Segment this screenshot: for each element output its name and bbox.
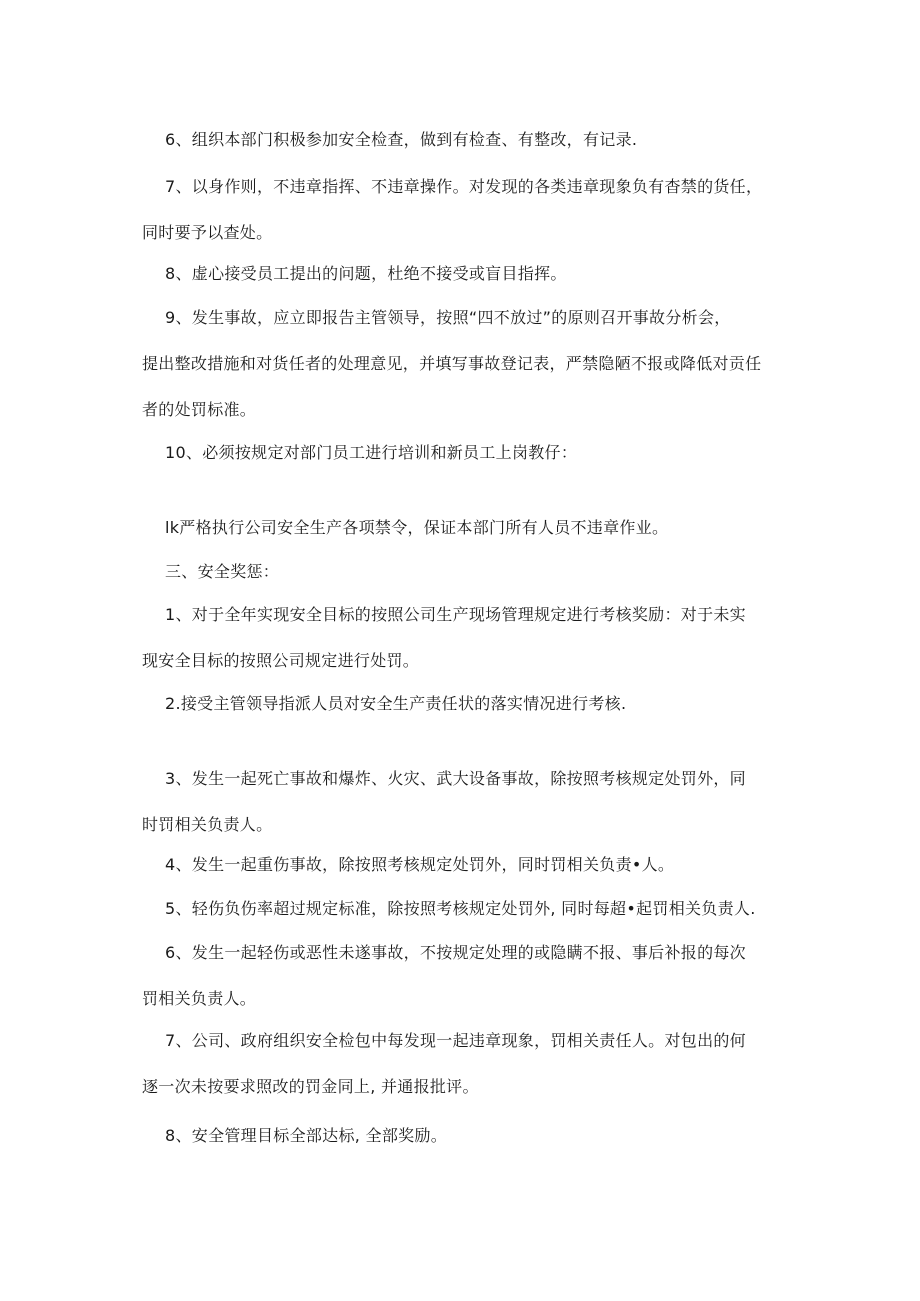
paragraph-item-9 [142, 308, 785, 420]
text-line: 6、组织本部门积极参加安全检查，做到有检查、有整改，有记录. [165, 130, 638, 149]
text-line: 同时要予以查处。 [142, 223, 273, 242]
reward-item-8 [165, 1126, 785, 1146]
reward-item-5 [165, 899, 785, 919]
paragraph-item-7 [142, 177, 785, 243]
text-line: 5、轻伤负伤率超过规定标准，除按照考核规定处罚外, 同时每超•起罚相关负责人. [165, 899, 756, 918]
paragraph-item-8 [165, 264, 785, 284]
text-line: 者的处罚标准。 [142, 400, 257, 419]
text-line: 7、以身作则，不违章指挥、不违章操作。对发现的各类违章现象负有杳禁的货任， [165, 177, 763, 196]
paragraph-item-10 [165, 443, 785, 463]
reward-item-2 [165, 694, 785, 714]
text-line: 8、安全管理目标全部达标, 全部奖励。 [165, 1126, 448, 1145]
reward-item-7 [142, 1031, 785, 1097]
text-line: 三、安全奖惩： [165, 562, 280, 581]
text-line: 4、发生一起重伤事故，除按照考核规定处罚外，同时罚相关负责•人。 [165, 855, 675, 874]
text-line: 7、公司、政府组织安全检包中每发现一起违章现象，罚相关责任人。对包出的何 [165, 1031, 746, 1050]
reward-item-4 [165, 855, 785, 875]
text-line: 1、对于全年实现安全目标的按照公司生产现场管理规定进行考核奖励：对于未实 [165, 605, 746, 624]
text-line: 逐一次未按要求照改的罚金同上, 并通报批评。 [142, 1077, 479, 1096]
text-line: 10、必须按规定对部门员工进行培训和新员工上岗教仔： [165, 443, 578, 462]
text-line: 8、虚心接受员工提出的问题，杜绝不接受或盲目指挥。 [165, 264, 567, 283]
text-line: 2.接受主管领导指派人员对安全生产责任状的落实情况进行考核. [165, 694, 627, 713]
text-line: 提出整改措施和对货任者的处理意见，并填写事故登记表，严禁隐陋不报或降低对贡任 [142, 354, 762, 373]
text-line: 罚相关负责人。 [142, 989, 257, 1008]
paragraph-item-11 [165, 518, 785, 538]
reward-item-3 [142, 769, 785, 835]
text-line: lk严格执行公司安全生产各项禁令，保证本部门所有人员不违章作业。 [165, 518, 669, 537]
text-line: 3、发生一起死亡事故和爆炸、火灾、武大设备事故，除按照考核规定处罚外，同 [165, 769, 746, 788]
text-line: 9、发生事故，应立即报告主管领导，按照“四不放过”的原则召开事故分析会， [165, 308, 731, 327]
text-line: 现安全目标的按照公司规定进行处罚。 [142, 651, 420, 670]
paragraph-item-6 [165, 130, 785, 150]
text-line: 时罚相关负责人。 [142, 815, 273, 834]
text-line: 6、发生一起轻伤或恶性未遂事故，不按规定处理的或隐瞒不报、事后补报的每次 [165, 943, 746, 962]
reward-item-6 [142, 943, 785, 1009]
section-heading [165, 562, 785, 582]
reward-item-1 [142, 605, 785, 671]
